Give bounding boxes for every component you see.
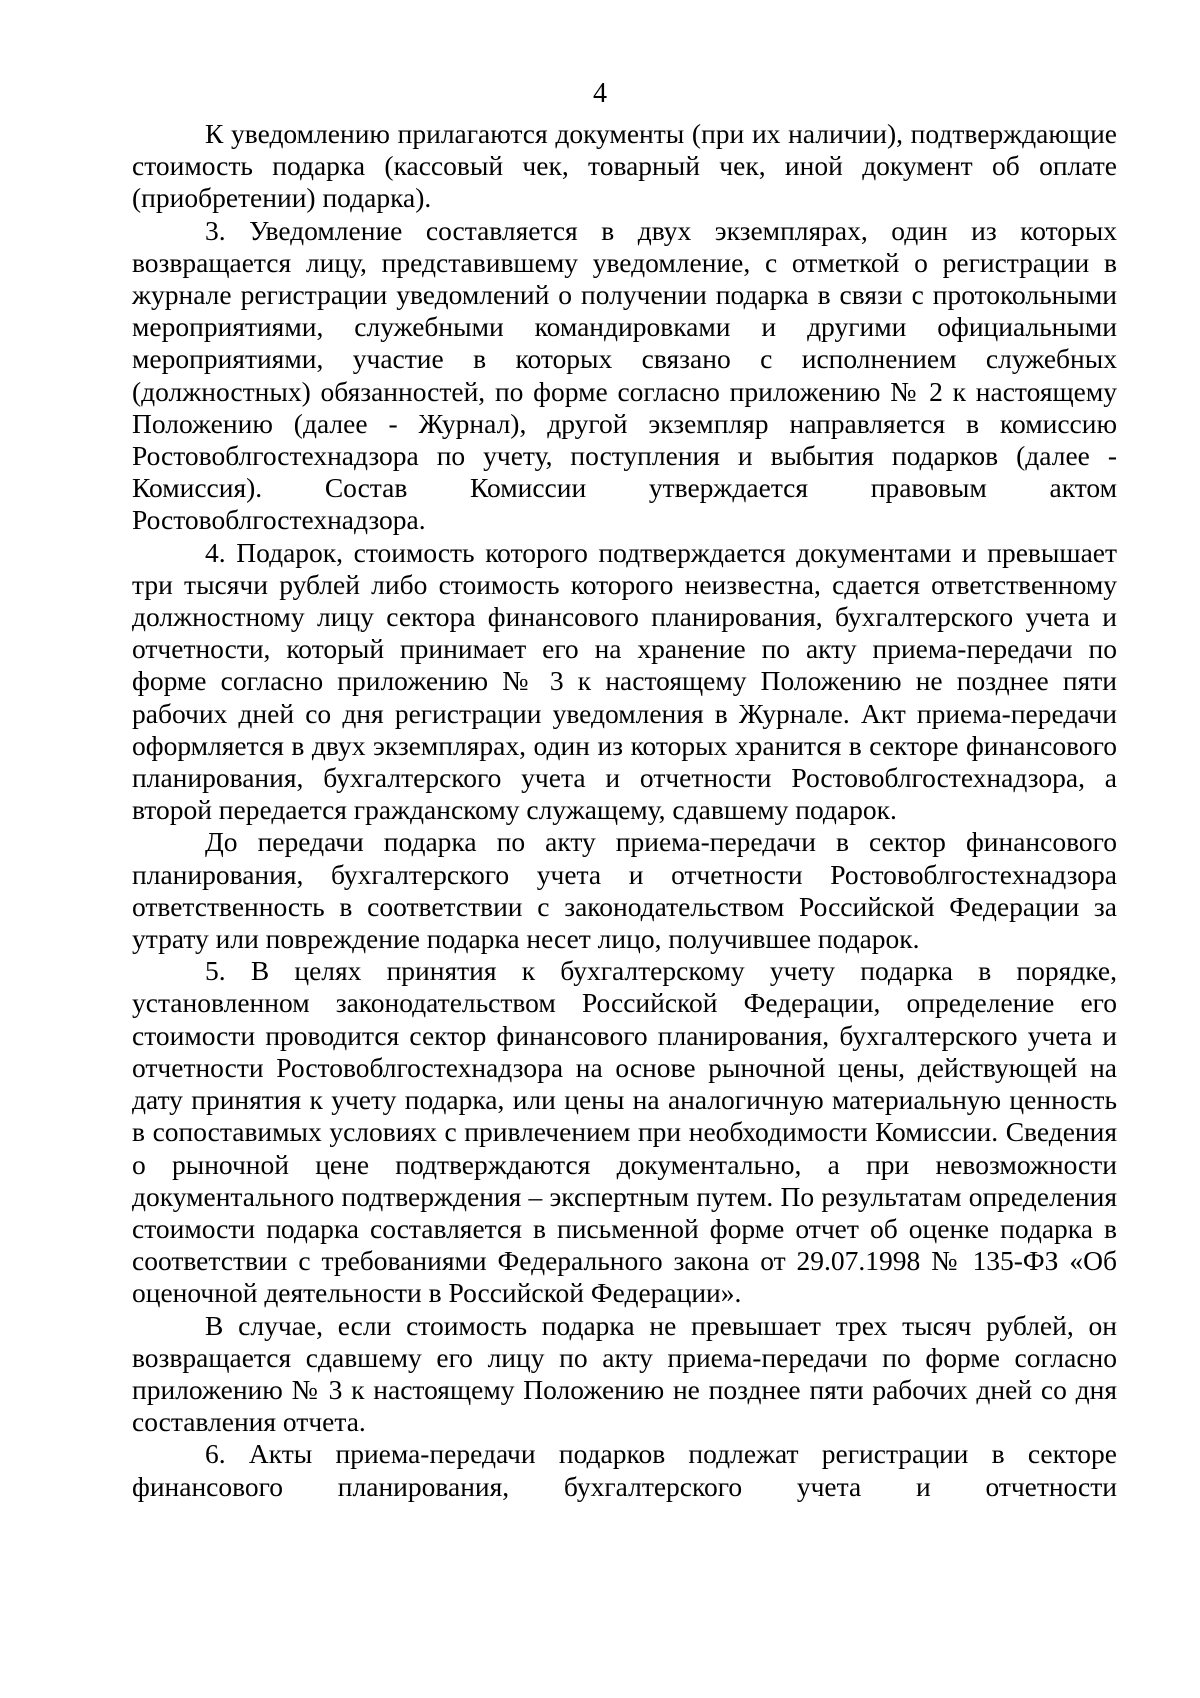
document-body bbox=[132, 118, 1117, 1503]
paragraph-item-4: 4. Подарок, стоимость которого подтверждается документами и превышает три тысячи рублей либо стоимость которого неизвестна, сдается ответственному должностному лицу сектора финансового планирования, бухгалтерского учета и отчетности, который принимает его на хранение по акту приема-передачи по форме согласно приложению № 3 к настоящему Положению не позднее пяти рабочих дней со дня регистрации уведомления в Журнале. Акт приема-передачи оформляется в двух экземплярах, один из которых хранится в секторе финансового планирования, бухгалтерского учета и отчетности Ростовоблгостехнадзора, а второй передается гражданскому служащему, сдавшему подарок. bbox=[132, 536, 1117, 826]
paragraph-return-gift: В случае, если стоимость подарка не превышает трех тысяч рублей, он возвращается сдавшему его лицу по акту приема-передачи по форме согласно приложению № 3 к настоящему Положению не позднее пяти рабочих дней со дня составления отчета. bbox=[132, 1309, 1117, 1438]
paragraph-item-3: 3. Уведомление составляется в двух экземплярах, один из которых возвращается лицу, представившему уведомление, с отметкой о регистрации в журнале регистрации уведомлений о получении подарка в связи с протокольными мероприятиями, служебными командировками и другими официальными мероприятиями, участие в которых связано с исполнением служебных (должностных) обязанностей, по форме согласно приложению № 2 к настоящему Положению (далее - Журнал), другой экземпляр направляется в комиссию Ростовоблгостехнадзора по учету, поступления и выбытия подарков (далее - Комиссия). Состав Комиссии утверждается правовым актом Ростовоблгостехнадзора. bbox=[132, 214, 1117, 536]
paragraph-attachments: К уведомлению прилагаются документы (при их наличии), подтверждающие стоимость подарка (кассовый чек, товарный чек, иной документ об оплате (приобретении) подарка). bbox=[132, 118, 1117, 214]
page-number: 4 bbox=[593, 78, 607, 109]
paragraph-responsibility: До передачи подарка по акту приема-передачи в сектор финансового планирования, бухгалтерского учета и отчетности Ростовоблгостехнадзора ответственность в соответствии с законодательством Российской Федерации за утрату или повреждение подарка несет лицо, получившее подарок. bbox=[132, 826, 1117, 955]
paragraph-item-6: 6. Акты приема-передачи подарков подлежат регистрации в секторе финансового планирования, бухгалтерского учета и отчетности bbox=[132, 1438, 1117, 1502]
paragraph-item-5: 5. В целях принятия к бухгалтерскому учету подарка в порядке, установленном законодательством Российской Федерации, определение его стоимости проводится сектор финансового планирования, бухгалтерского учета и отчетности Ростовоблгостехнадзора на основе рыночной цены, действующей на дату принятия к учету подарка, или цены на аналогичную материальную ценность в сопоставимых условиях с привлечением при необходимости Комиссии. Сведения о рыночной цене подтверждаются документально, а при невозможности документального подтверждения – экспертным путем. По результатам определения стоимости подарка составляется в письменной форме отчет об оценке подарка в соответствии с требованиями Федерального закона от 29.07.1998 № 135-ФЗ «Об оценочной деятельности в Российской Федерации». bbox=[132, 955, 1117, 1309]
